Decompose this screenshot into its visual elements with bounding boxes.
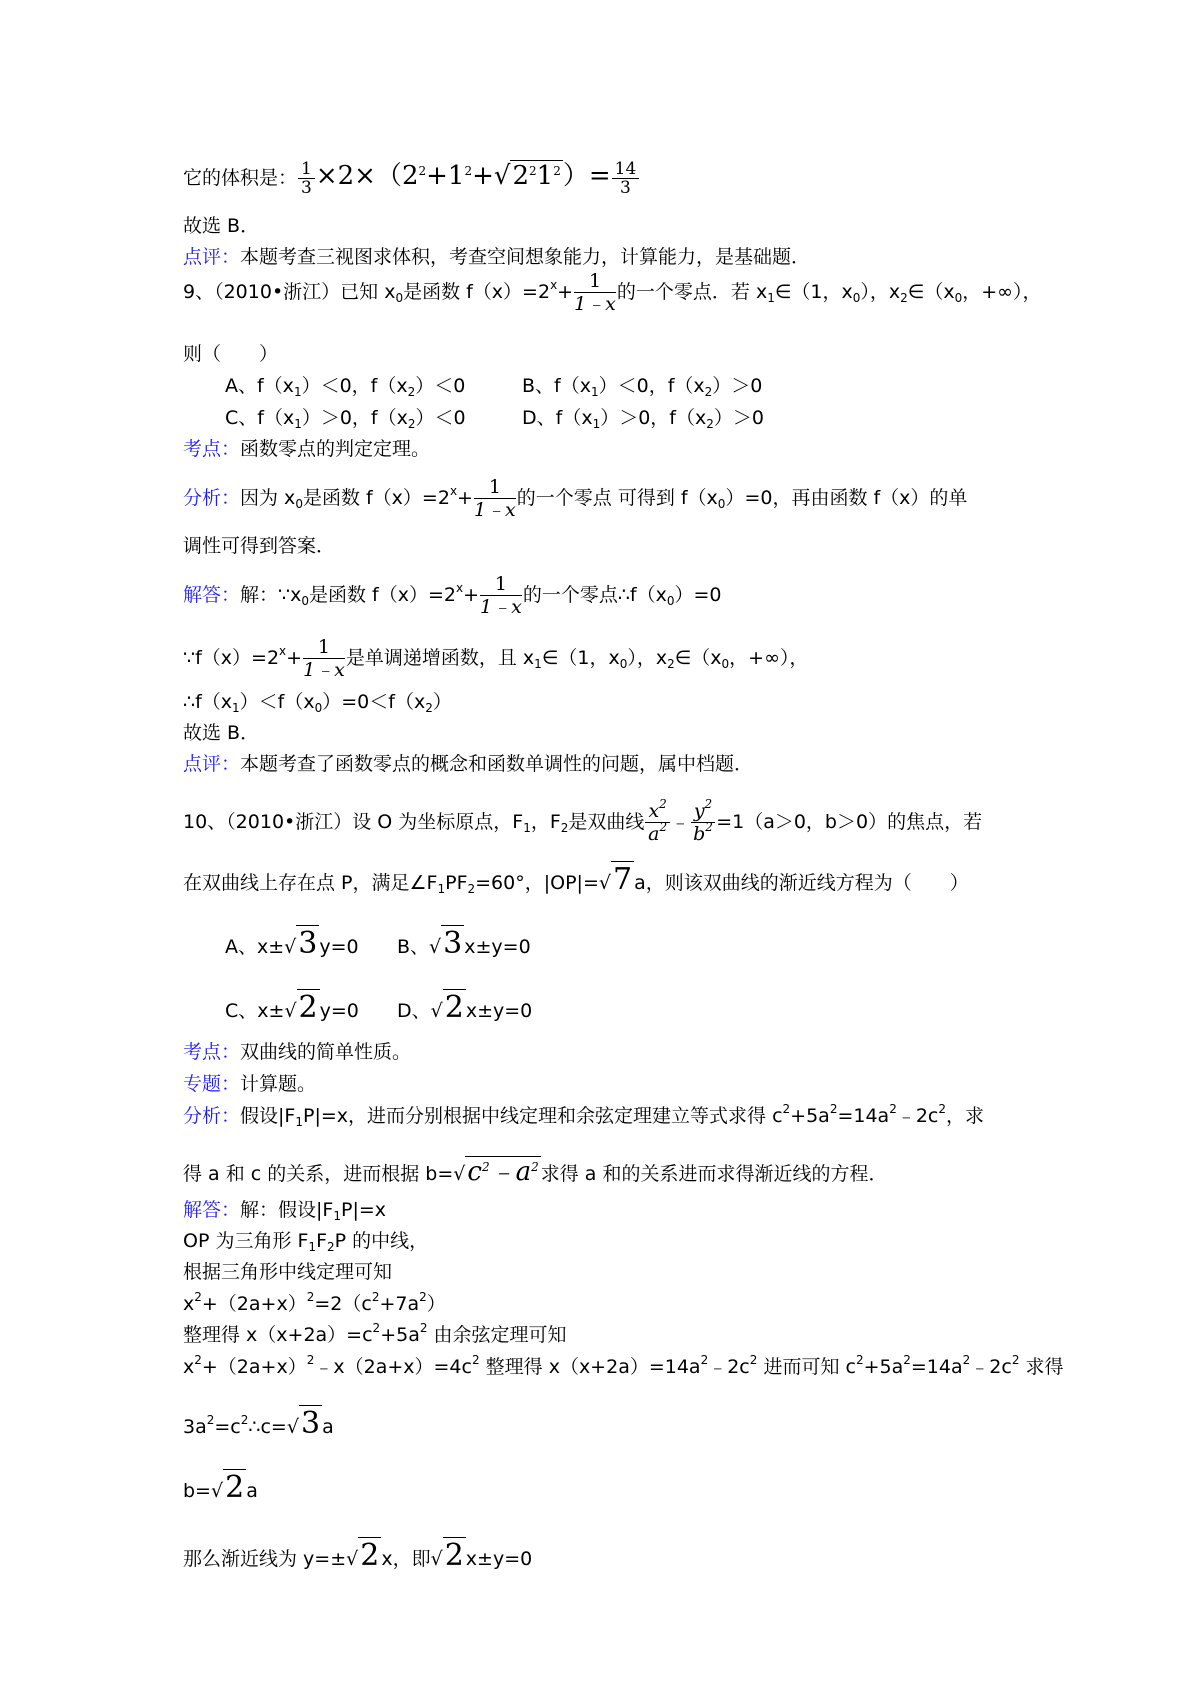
sol-l6c: ∴c= [248,1416,287,1438]
zhuanti-label: 专题： [183,1073,241,1095]
zhuanti-text: 计算题。 [240,1073,317,1095]
jieda-label: 解答： [183,1199,241,1221]
jieda-9-b: 是函数 f（x）=2 [309,584,456,606]
q9-text-4: ∈（1，x [774,281,853,303]
fraction-y2-over-b2: $\frac{y^2}{b^2}$ [691,800,715,845]
sol-l8c: x±y=0 [465,1548,533,1570]
sol-line-3: $x^2+(2a+x)^2=2(c^2+7a^2)$ [183,1290,446,1315]
q9-text-2: 是函数 f（x）=2 [403,281,551,303]
sol-line-2: 根据三角形中线定理可知 [183,1261,393,1283]
sol-l4b: 由余弦定理可知 [433,1324,567,1346]
sol-l8b: x，即 [381,1548,431,1570]
q9-text-6: ∈（x [907,281,955,303]
q9-option-b: B、$f(x_1)<0$，$f(x_2)>0$ [522,375,763,399]
q10-option-c-label: C、x± [225,1000,285,1022]
jieda-9-line3: $\therefore f(x_1)<f(x_0)=0<f(x_2)$ [183,691,452,715]
q10-line2c: =60°，|OP|= [475,872,599,894]
comment-text: 本题考查三视图求体积，考查空间想象能力，计算能力，是基础题． [240,246,811,268]
volume-prefix: 它的体积是： [183,167,298,189]
fenxi-10-line2: 得 a 和 c 的关系，进而根据 $b=√c^2﹣a^2$ 求得 a 和的关系进而求得渐近线的方程． [183,1157,888,1187]
fraction-fourteen-thirds: $\frac{14}{3}$ [612,160,640,197]
fenxi-label: 分析： [183,487,241,509]
jieda-9-line2: $\because f(x)=2^x+$ $\frac{1}{1﹣x}$ 是单调递增函数，且 $x_1\in(1$，$x_0$），$x_2\in(x_0$，+∞）， [183,636,809,681]
sol-line-4: 整理得 $x(x+2a)=c^2+5a^2$ 由余弦定理可知 [183,1321,567,1346]
q10-text-1: 10、（2010•浙江）设 O 为坐标原点，F [183,811,524,833]
kaodian-label: 考点： [183,1041,241,1063]
jieda-9-d: ）=0 [674,584,722,606]
fraction-1-over-1-minus-x: $\frac{1}{1﹣x}$ [480,573,522,618]
q10-line2a: 在双曲线上存在点 P，满足∠F [183,872,438,894]
jieda-9-l2c: ∈（1，x [541,647,620,669]
jieda-9: 解答：解：$\because x_0$是函数 $f(x)=2^x+$ $\frac{1}{1﹣x}$ 的一个零点$\therefore f(x_0)=0$ [183,573,722,618]
q10-option-a-label: A、x± [225,936,285,958]
question-10-line2: 在双曲线上存在点 P，满足$\angle F_1PF_2=60^\circ$，|OP|=√7 a，则该双曲线的渐近线方程为（ ） [183,862,969,897]
sol-l7: b= [183,1480,211,1502]
fenxi-9-b: 是函数 f（x）=2 [302,487,450,509]
sol-line-7: b=√2 a [183,1470,258,1505]
q9-then: 则（ ） [183,343,279,365]
q9-option-a-label: A、f（x [225,375,294,397]
fenxi-10-c: +5a [790,1105,830,1127]
sol-l6b: =c [214,1416,241,1438]
jieda-9-l2f: ，+∞）， [729,647,809,669]
fenxi-9-c: 的一个零点 可得到 f（x [516,487,718,509]
fenxi-9-a: 因为 x [240,487,296,509]
sol-line-1: OP 为三角形 $F_1F_2P$ 的中线， [183,1230,429,1254]
jieda-9-l2d: ），x [627,647,668,669]
sol-l4a: 整理得 x（x+2a）=c [183,1324,373,1346]
jieda-label: 解答： [183,584,241,606]
comment-1 [183,245,810,269]
comment-label: 点评： [183,753,241,775]
zhuanti-10 [183,1072,316,1096]
kaodian-text: 函数零点的判定定理。 [240,438,431,460]
q10-option-b-label: B、 [397,936,430,958]
comment-text: 本题考查了函数零点的概念和函数单调性的问题，属中档题． [240,753,754,775]
comment-2 [183,752,753,776]
q9-text-7: ，+∞）， [962,281,1042,303]
sol-line-6: $3a^2=c^2\therefore c=√3$ a [183,1406,334,1441]
kaodian-text: 双曲线的简单性质。 [240,1041,412,1063]
sol-l5b: 进而可知 c [763,1356,856,1378]
jieda-9-l2a: ∵f（x）=2 [183,647,280,669]
choose-b-1: 故选 B． [183,215,260,237]
q10-text-3: 是双曲线 [568,811,645,833]
q10-option-d: D、√2 x±y=0 [397,990,533,1025]
q9-option-d: D、$f(x_1)>0$，$f(x_2)>0$ [522,407,764,431]
fraction-1-over-1-minus-x: $\frac{1}{1﹣x}$ [303,636,345,681]
q10-text-4: =1（a＞0，b＞0）的焦点，若 [716,811,983,833]
jieda-10-a: 解：假设|F [240,1199,334,1221]
sol-line-5: $x^2+(2a+x)^2﹣x(2a+x)=4c^2$ 整理得 $x(x+2a)=14a^2﹣2c^2$ 进而可知 $c^2+5a^2=14a^2﹣2c^2$ 求得 [183,1353,1064,1378]
q10-text-2: ，F [530,811,561,833]
q10-option-a: A、x±√3 y=0 [225,926,359,961]
q9-option-d-label: D、f（x [522,407,593,429]
sol-l3: x [183,1293,195,1315]
q9-option-c-label: C、f（x [225,407,295,429]
q10-option-b: B、√3 x±y=0 [397,926,531,961]
fenxi-9: 分析：因为 $x_0$是函数 $f(x)=2^x+$ $\frac{1}{1﹣x}$ 的一个零点 可得到 $f(x_0)=0$，再由函数 f（x）的单 [183,476,968,521]
q10-line2b: PF [445,872,468,894]
sol-l8a: 那么渐近线为 y=± [183,1548,347,1570]
jieda-9-c: 的一个零点∴f（x [522,584,667,606]
fraction-one-third: $\frac{1}{3}$ [298,160,315,197]
choose-b-2: 故选 B． [183,722,260,744]
q9-text-1: 9、（2010•浙江）已知 x [183,281,396,303]
volume-expression: $\times 2\times(2^2+1^2+√2^21^2)=$ [315,161,611,191]
fraction-1-over-1-minus-x: $\frac{1}{1﹣x}$ [473,476,516,521]
kaodian-9 [183,437,430,461]
sol-l5: 整理得 x（x+2a）=14a [485,1356,701,1378]
q9-option-a: A、$f(x_1)<0$，$f(x_2)<0$ [225,375,466,399]
q10-line2d: a，则该双曲线的渐近线方程为（ ） [634,872,969,894]
q9-text-5: ），x [860,281,901,303]
jieda-10-b: P|=x [341,1199,387,1221]
question-9: 9、（2010•浙江）已知 $x_0$是函数 $f(x)=2^x+$ $\frac{1}{1﹣x}$ 的一个零点．若 $x_1\in(1$，$x_0$），$x_2\in(x_0$，+∞）， [183,270,1042,315]
fenxi-10-a: 假设|F [240,1105,296,1127]
fenxi-10-l2b: 求得 a 和的关系进而求得渐近线的方程． [540,1163,888,1185]
sol-l5c: 求得 [1025,1356,1064,1378]
fenxi-10-l2a: 得 a 和 c 的关系，进而根据 b= [183,1163,454,1185]
jieda-10: 解答：解：假设$|F_1P|=x$ [183,1199,387,1223]
q10-option-d-label: D、 [397,1000,431,1022]
fenxi-9-line2: 调性可得到答案． [183,535,336,557]
q9-option-b-label: B、f（x [522,375,591,397]
q9-option-c: C、$f(x_1)>0$，$f(x_2)<0$ [225,407,466,431]
jieda-9-l3: ∴f（x [183,691,233,713]
question-10: 10、（2010•浙江）设 O 为坐标原点，$F_1$，$F_2$是双曲线 $\frac{x^2}{a^2}$ ﹣ $\frac{y^2}{b^2}$ =1（a＞0，b＞0）的焦点，若 [183,797,983,845]
jieda-9-l2e: ∈（x [674,647,722,669]
fraction-1-over-1-minus-x: $\frac{1}{1﹣x}$ [574,270,616,315]
volume-line [183,160,640,197]
sol-line-8: 那么渐近线为 y=±√2 x，即√2 x±y=0 [183,1538,533,1573]
fenxi-10: 分析：假设$|F_1P|=x$，进而分别根据中线定理和余弦定理建立等式求得 $c^2+5a^2=14a^2﹣2c^2$，求 [183,1102,985,1129]
sol-l1b: P 的中线， [334,1230,429,1252]
fenxi-10-d: =14a [837,1105,890,1127]
q10-option-c: C、x±√2 y=0 [225,990,359,1025]
comment-label: 点评： [183,246,241,268]
kaodian-label: 考点： [183,438,241,460]
fraction-x2-over-a2: $\frac{x^2}{a^2}$ [645,800,669,845]
fenxi-label: 分析： [183,1105,241,1127]
sol-l1a: OP 为三角形 F [183,1230,309,1252]
jieda-9-l2b: 是单调递增函数，且 x [345,647,535,669]
jieda-9-a: 解：∵x [240,584,302,606]
q9-text-3: 的一个零点．若 x [616,281,768,303]
fenxi-9-d: ）=0，再由函数 f（x）的单 [725,487,968,509]
kaodian-10 [183,1040,411,1064]
fenxi-10-e: ﹣2c [896,1105,939,1127]
fenxi-10-f: ，求 [946,1105,985,1127]
fenxi-10-b: P|=x，进而分别根据中线定理和余弦定理建立等式求得 c [303,1105,783,1127]
sol-l6a: 3a [183,1416,207,1438]
